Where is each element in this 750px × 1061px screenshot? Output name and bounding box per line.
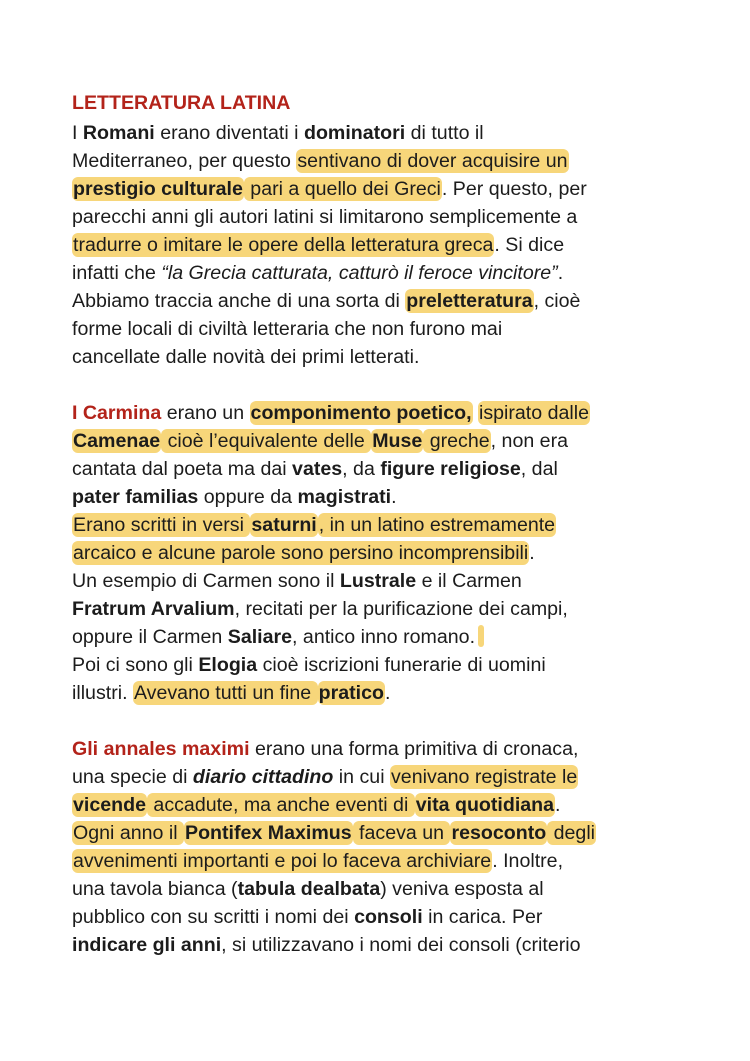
highlighted-text: saturni <box>251 514 317 536</box>
text-segment: una tavola bianca ( <box>72 878 238 900</box>
highlighted-text: componimento poetico, <box>250 402 472 424</box>
bold-text: magistrati <box>297 486 392 508</box>
text-segment: erano diventati i <box>154 122 304 144</box>
highlighted-text: Ogni anno il <box>73 822 184 844</box>
text-line <box>72 455 558 483</box>
text-segment: erano un <box>161 402 250 424</box>
text-segment: , da <box>342 458 381 480</box>
highlighted-text: pari a quello dei Greci <box>244 178 441 200</box>
text-segment: cancellate dalle novità dei primi letterati. <box>72 346 420 368</box>
highlighted-text: accadute, ma anche eventi di <box>147 794 414 816</box>
text-line <box>72 175 587 203</box>
text-segment: . Inoltre, <box>492 850 564 872</box>
highlighted-text: prestigio culturale <box>73 178 243 200</box>
highlighted-text: tradurre o imitare le opere della letteratura greca <box>73 234 494 256</box>
text-segment: infatti che <box>72 262 162 284</box>
text-line <box>72 735 578 763</box>
highlighted-text: pratico <box>318 682 384 704</box>
text-segment: . <box>555 794 561 816</box>
text-line <box>72 595 568 623</box>
text-segment: parecchi anni gli autori latini si limitarono semplicemente a <box>72 206 578 228</box>
text-segment: oppure da <box>198 486 298 508</box>
highlighted-text: faceva un <box>353 822 450 844</box>
text-segment: Abbiamo traccia anche di una sorta di <box>72 290 406 312</box>
text-line <box>72 315 502 343</box>
highlighted-text: sentivano di dover acquisire un <box>297 150 568 172</box>
section-heading: Gli annales maximi <box>72 738 250 760</box>
text-segment: una specie di <box>72 766 193 788</box>
text-segment: e il Carmen <box>416 570 522 592</box>
text-segment: Mediterraneo, per questo <box>72 150 297 172</box>
text-segment: cantata dal poeta ma dai <box>72 458 293 480</box>
text-line <box>72 931 581 959</box>
bold-text: Romani <box>82 122 155 144</box>
highlighted-text: Avevano tutti un fine <box>133 682 317 704</box>
highlighted-text: arcaico e alcune parole sono persino incomprensibili <box>73 542 529 564</box>
bold-text: Saliare <box>227 626 293 648</box>
bold-text: dominatori <box>303 122 406 144</box>
text-segment: , recitati per la purificazione dei campi, <box>234 598 568 620</box>
highlighted-text: Pontifex Maximus <box>185 822 352 844</box>
bold-text: tabula dealbata <box>237 878 381 900</box>
text-line <box>72 623 484 651</box>
text-line <box>72 651 546 679</box>
text-segment: I <box>72 122 83 144</box>
highlighted-text: greche <box>424 430 490 452</box>
text-segment: . Per questo, per <box>441 178 587 200</box>
bold-text: indicare gli anni <box>72 934 222 956</box>
highlighted-text: vita quotidiana <box>415 794 555 816</box>
text-segment: cioè iscrizioni funerarie di uomini <box>257 654 546 676</box>
text-segment: , non era <box>490 430 568 452</box>
text-line <box>72 399 590 427</box>
text-line <box>72 819 596 847</box>
text-segment: in cui <box>333 766 390 788</box>
highlighted-text: Camenae <box>73 430 161 452</box>
highlighted-text: ispirato dalle <box>478 402 589 424</box>
text-segment: pubblico con su scritti i nomi dei <box>72 906 355 928</box>
text-segment: erano una forma primitiva di cronaca, <box>249 738 579 760</box>
text-segment: in carica. Per <box>422 906 543 928</box>
bold-text: diario cittadino <box>192 766 334 788</box>
section-heading: I Carmina <box>72 402 162 424</box>
bold-text: pater familias <box>72 486 199 508</box>
text-segment: Poi ci sono gli <box>72 654 199 676</box>
highlighted-text: Muse <box>372 430 423 452</box>
highlight-mark <box>478 625 484 647</box>
text-segment: , antico inno romano. <box>292 626 476 648</box>
text-segment: . Si dice <box>494 234 565 256</box>
text-line <box>72 427 568 455</box>
bold-text: Elogia <box>198 654 258 676</box>
highlighted-text: , in un latino estremamente <box>318 514 556 536</box>
document-title: LETTERATURA LATINA <box>72 92 291 114</box>
text-line <box>72 903 542 931</box>
bold-text: vates <box>292 458 343 480</box>
bold-text: consoli <box>354 906 423 928</box>
text-segment: oppure il Carmen <box>72 626 228 648</box>
text-segment: , si utilizzavano i nomi dei consoli (criterio <box>221 934 581 956</box>
text-segment: . <box>557 262 564 284</box>
text-segment: “la Grecia catturata, catturò il feroce vincitore” <box>161 262 558 284</box>
bold-text: Lustrale <box>339 570 417 592</box>
text-segment: . <box>391 486 397 508</box>
text-segment: , dal <box>520 458 558 480</box>
text-line <box>72 539 535 567</box>
highlighted-text: resoconto <box>451 822 547 844</box>
text-segment: . <box>529 542 535 564</box>
text-line <box>72 511 556 539</box>
highlighted-text: avvenimenti importanti e poi lo faceva archiviare <box>73 850 492 872</box>
text-line <box>72 203 577 231</box>
highlighted-text: preletteratura <box>406 290 533 312</box>
text-segment: di tutto il <box>405 122 484 144</box>
text-line <box>72 483 397 511</box>
text-line <box>72 119 484 147</box>
bold-text: figure religiose <box>380 458 521 480</box>
highlighted-text: venivano registrate le <box>391 766 578 788</box>
text-line <box>72 847 563 875</box>
bold-text: Fratrum Arvalium <box>72 598 235 620</box>
text-segment: . <box>384 682 391 704</box>
text-line <box>72 259 563 287</box>
text-line <box>72 231 564 259</box>
text-segment: illustri. <box>72 682 133 704</box>
highlighted-text: vicende <box>73 794 146 816</box>
text-line <box>72 287 580 315</box>
text-line <box>72 343 419 371</box>
text-segment: ) veniva esposta al <box>380 878 544 900</box>
text-line <box>72 875 544 903</box>
highlighted-text: degli <box>548 822 596 844</box>
text-segment: Un esempio di Carmen sono il <box>72 570 340 592</box>
text-line <box>72 679 390 707</box>
highlighted-text: cioè l’equivalente delle <box>162 430 371 452</box>
text-line <box>72 147 569 175</box>
text-segment: forme locali di civiltà letteraria che non furono mai <box>72 318 503 340</box>
text-segment: , cioè <box>533 290 581 312</box>
text-line <box>72 567 522 595</box>
text-line <box>72 791 560 819</box>
text-line <box>72 763 578 791</box>
highlighted-text: Erano scritti in versi <box>73 514 250 536</box>
